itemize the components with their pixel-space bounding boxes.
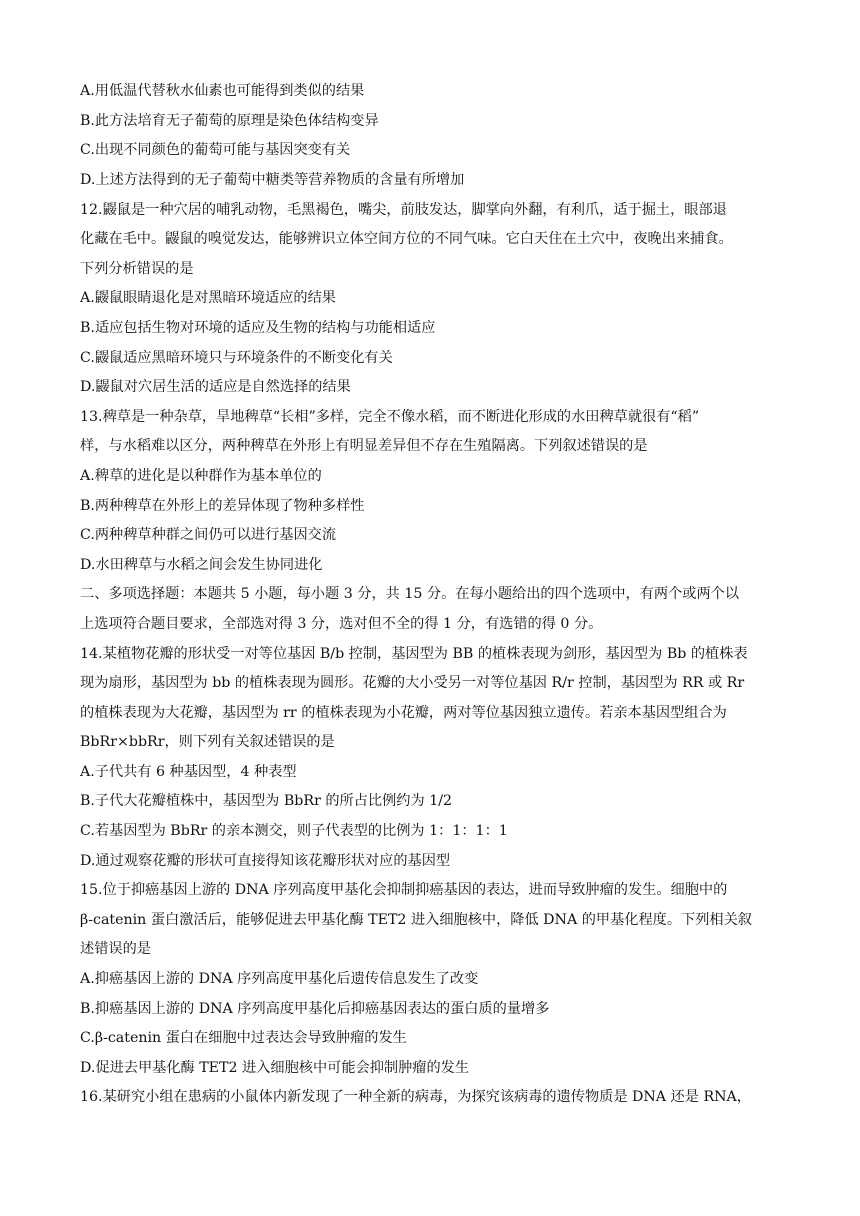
q13-option-a: A.稗草的进化是以种群作为基本单位的 <box>80 468 322 484</box>
q13-stem-line: 样，与水稻难以区分，两种稗草在外形上有明显差异但不存在生殖隔离。下列叙述错误的是 <box>80 438 648 454</box>
q12-option-c: C.鼹鼠适应黑暗环境只与环境条件的不断变化有关 <box>80 350 393 366</box>
q12-stem-line: 下列分析错误的是 <box>80 261 194 277</box>
q13-option-c: C.两种稗草种群之间仍可以进行基因交流 <box>80 527 337 543</box>
q14-stem-line: 现为扇形，基因型为 bb 的植株表现为圆形。花瓣的大小受另一对等位基因 R/r 控制，基因型为 RR 或 Rr <box>80 675 745 691</box>
q12-option-b: B.适应包括生物对环境的适应及生物的结构与功能相适应 <box>80 320 436 336</box>
q12-stem-line: 化藏在毛中。鼹鼠的嗅觉发达，能够辨识立体空间方位的不同气味。它白天住在土穴中，夜晚出来捕食。 <box>80 231 733 247</box>
q12-option-d: D.鼹鼠对穴居生活的适应是自然选择的结果 <box>80 379 351 395</box>
section2-heading: 二、多项选择题：本题共 5 小题，每小题 3 分，共 15 分。在每小题给出的四个选项中，有两个或两个以 <box>80 586 740 602</box>
q14-option-c: C.若基因型为 BbRr 的亲本测交，则子代表型的比例为 1：1：1：1 <box>80 823 508 839</box>
q15-option-c: C.β-catenin 蛋白在细胞中过表达会导致肿瘤的发生 <box>80 1030 407 1046</box>
q15-option-a: A.抑癌基因上游的 DNA 序列高度甲基化后遗传信息发生了改变 <box>80 971 479 987</box>
q14-option-d: D.通过观察花瓣的形状可直接得知该花瓣形状对应的基因型 <box>80 853 451 869</box>
q15-stem-line: 述错误的是 <box>80 941 151 957</box>
q16-stem-line: 16.某研究小组在患病的小鼠体内新发现了一种全新的病毒，为探究该病毒的遗传物质是 DNA 还是 RNA， <box>80 1089 751 1105</box>
q14-stem-line: 14.某植物花瓣的形状受一对等位基因 B/b 控制，基因型为 BB 的植株表现为剑形，基因型为 Bb 的植株表 <box>80 646 748 662</box>
q11-option-b: B.此方法培育无子葡萄的原理是染色体结构变异 <box>80 113 379 129</box>
q15-option-d: D.促进去甲基化酶 TET2 进入细胞核中可能会抑制肿瘤的发生 <box>80 1060 470 1076</box>
q13-option-d: D.水田稗草与水稻之间会发生协同进化 <box>80 557 323 573</box>
section2-heading: 上选项符合题目要求，全部选对得 3 分，选对但不全的得 1 分，有选错的得 0 分。 <box>80 616 603 632</box>
q14-stem-line: BbRr×bbRr，则下列有关叙述错误的是 <box>80 734 335 750</box>
q15-option-b: B.抑癌基因上游的 DNA 序列高度甲基化后抑癌基因表达的蛋白质的量增多 <box>80 1001 550 1017</box>
q15-stem-line: β-catenin 蛋白激活后，能够促进去甲基化酶 TET2 进入细胞核中，降低 DNA 的甲基化程度。下列相关叙 <box>80 912 752 928</box>
q14-stem-line: 的植株表现为大花瓣，基因型为 rr 的植株表现为小花瓣，两对等位基因独立遗传。若亲本基因型组合为 <box>80 705 727 721</box>
q12-option-a: A.鼹鼠眼睛退化是对黑暗环境适应的结果 <box>80 290 336 306</box>
q14-option-b: B.子代大花瓣植株中，基因型为 BbRr 的所占比例约为 1/2 <box>80 793 453 809</box>
q14-option-a: A.子代共有 6 种基因型，4 种表型 <box>80 764 297 780</box>
q11-option-d: D.上述方法得到的无子葡萄中糖类等营养物质的含量有所增加 <box>80 172 465 188</box>
q13-option-b: B.两种稗草在外形上的差异体现了物种多样性 <box>80 498 365 514</box>
q15-stem-line: 15.位于抑癌基因上游的 DNA 序列高度甲基化会抑制抑癌基因的表达，进而导致肿瘤的发生。细胞中的 <box>80 882 728 898</box>
q11-option-c: C.出现不同颜色的葡萄可能与基因突变有关 <box>80 142 351 158</box>
q12-stem-line: 12.鼹鼠是一种穴居的哺乳动物，毛黑褐色，嘴尖，前肢发达，脚掌向外翻，有利爪，适于掘土，眼部退 <box>80 202 727 218</box>
q11-option-a: A.用低温代替秋水仙素也可能得到类似的结果 <box>80 83 365 99</box>
q13-stem-line: 13.稗草是一种杂草，旱地稗草“长相”多样，完全不像水稻，而不断进化形成的水田稗草就很有“稻” <box>80 409 700 425</box>
